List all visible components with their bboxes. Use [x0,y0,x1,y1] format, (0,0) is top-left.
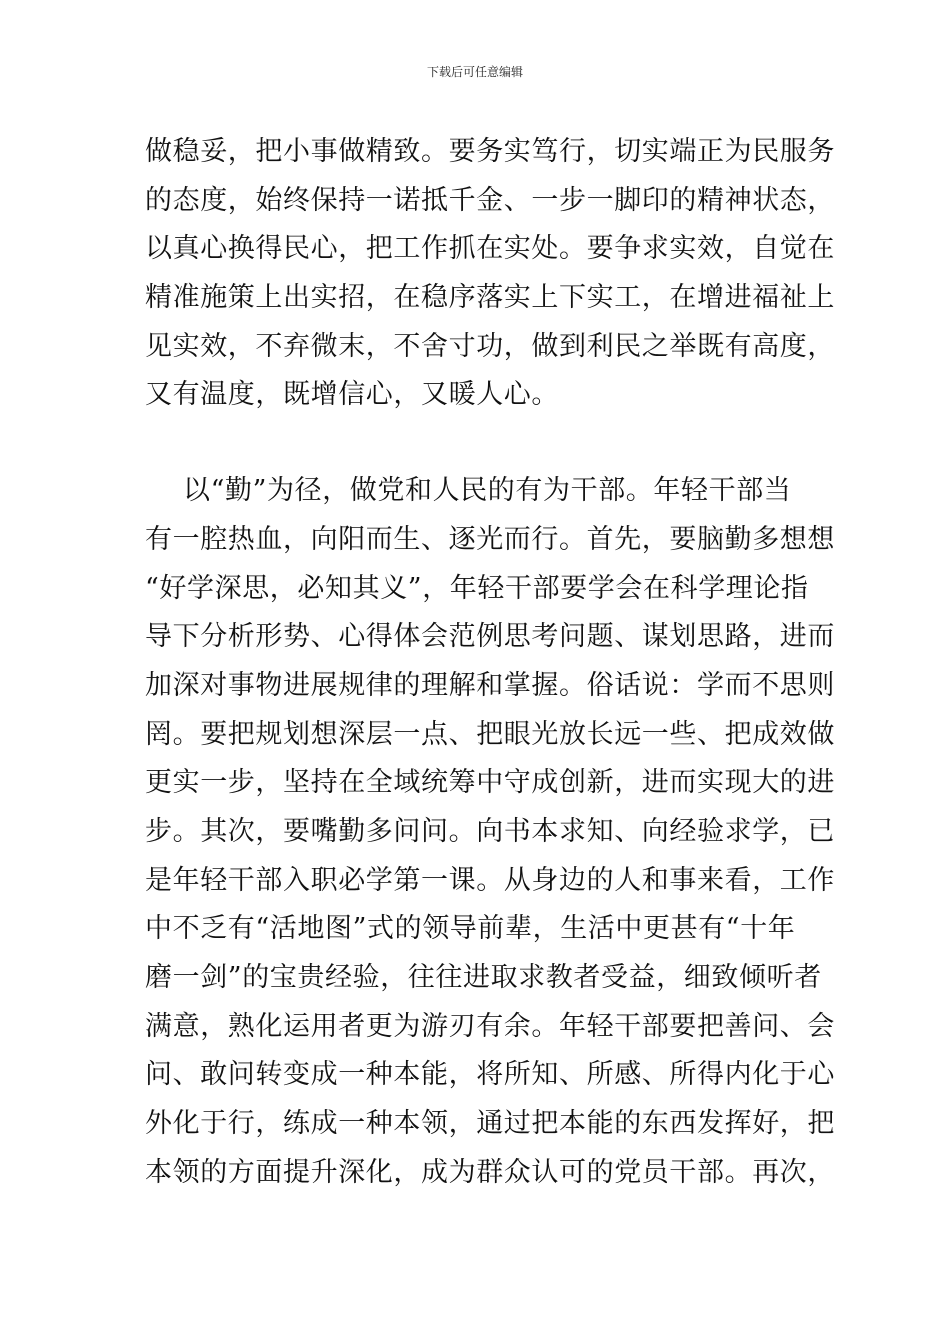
paragraph-2 [145,467,835,1197]
document-body [145,128,835,1197]
text-line: 外化于行，练成一种本领，通过把本能的东西发挥好，把 [145,1108,835,1140]
page-header: 下载后可任意编辑 [426,65,523,79]
text-line: “好学深思，必知其义”，年轻干部要学会在科学理论指 [145,572,809,604]
text-line: 又有温度，既增信心，又暖人心。 [145,379,559,411]
text-line: 中不乏有“活地图”式的领导前辈，生活中更甚有“十年 [145,913,796,945]
text-line: 磨一剑”的宝贵经验，往往进取求教者受益，细致倾听者 [145,962,822,993]
paragraph-1 [145,128,835,420]
text-line: 加深对事物进展规律的理解和掌握。俗话说：学而不思则 [145,669,835,701]
text-line: 是年轻干部入职必学第一课。从身边的人和事来看，工作 [145,864,835,896]
text-line: 以“勤”为径，做党和人民的有为干部。年轻干部当 [183,475,792,507]
paragraph-spacer [145,420,810,467]
text-line: 更实一步，坚持在全域统筹中守成创新，进而实现大的进 [145,767,835,799]
text-line: 问、敢问转变成一种本能，将所知、所感、所得内化于心 [145,1059,835,1091]
text-line: 满意，熟化运用者更为游刃有余。年轻干部要把善问、会 [145,1010,835,1042]
text-line: 精准施策上出实招，在稳序落实上下实工，在增进福祉上 [145,282,835,314]
text-line: 步。其次，要嘴勤多问问。向书本求知、向经验求学，已 [145,815,835,847]
text-line: 本领的方面提升深化，成为群众认可的党员干部。再次， [145,1156,835,1188]
text-line: 以真心换得民心，把工作抓在实处。要争求实效，自觉在 [145,233,835,265]
text-line: 有一腔热血，向阳而生、逐光而行。首先，要脑勤多想想 [145,523,835,555]
text-line: 罔。要把规划想深层一点、把眼光放长远一些、把成效做 [145,718,835,750]
text-line: 见实效，不弃微末，不舍寸功，做到利民之举既有高度， [145,330,835,362]
text-line: 做稳妥，把小事做精致。要务实笃行，切实端正为民服务 [145,136,835,167]
text-line: 的态度，始终保持一诺抵千金、一步一脚印的精神状态， [145,184,835,216]
text-line: 导下分析形势、心得体会范例思考问题、谋划思路，进而 [145,621,835,653]
